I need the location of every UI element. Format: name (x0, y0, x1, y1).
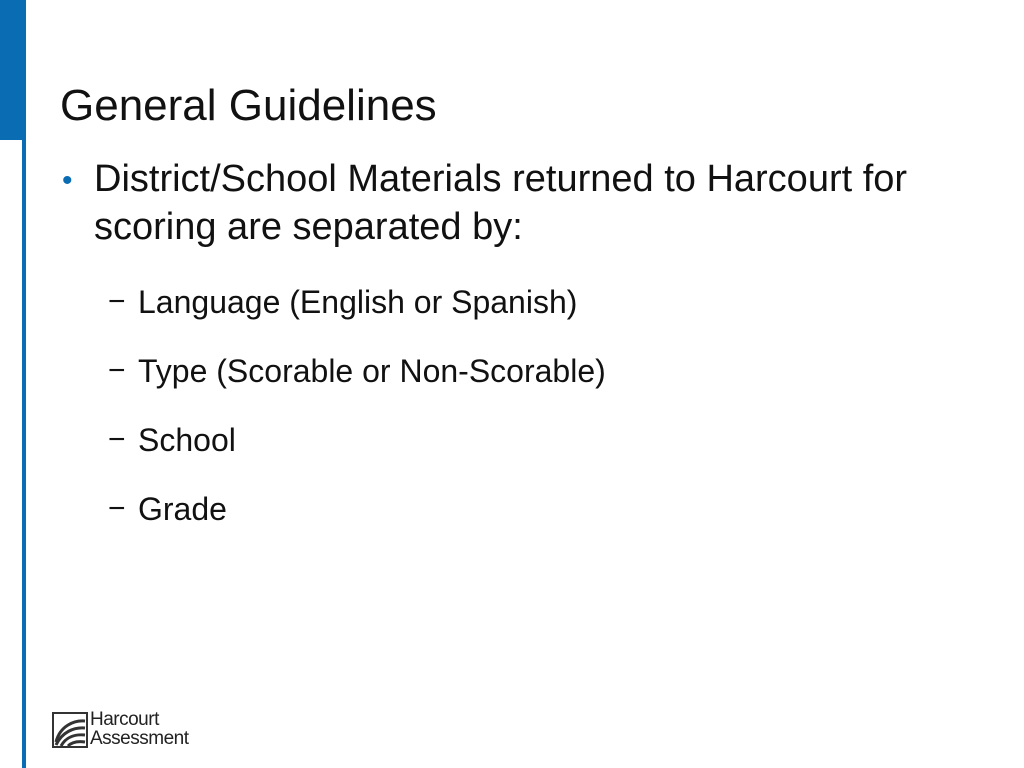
logo-wordmark (90, 710, 188, 748)
harcourt-assessment-logo (52, 710, 212, 752)
sub-bullet-text: Language (English or Spanish) (138, 284, 578, 320)
dash-marker: − (108, 492, 126, 525)
logo-line-2: Assessment (90, 728, 189, 749)
harcourt-logo-icon (52, 712, 88, 748)
main-bullet-text: District/School Materials returned to Harcourt for scoring are separated by: (94, 158, 908, 248)
sub-bullet-text: School (138, 422, 236, 458)
logo-line-1: Harcourt (90, 709, 159, 730)
sub-bullet-text: Grade (138, 491, 227, 527)
dash-marker: − (108, 354, 126, 387)
accent-bar-top (0, 0, 26, 140)
bullet-marker: • (62, 164, 73, 197)
dash-marker: − (108, 285, 126, 318)
slide-title: General Guidelines (60, 81, 437, 130)
sub-bullet-text: Type (Scorable or Non-Scorable) (138, 353, 606, 389)
accent-bar-left (22, 140, 26, 768)
dash-marker: − (108, 423, 126, 456)
